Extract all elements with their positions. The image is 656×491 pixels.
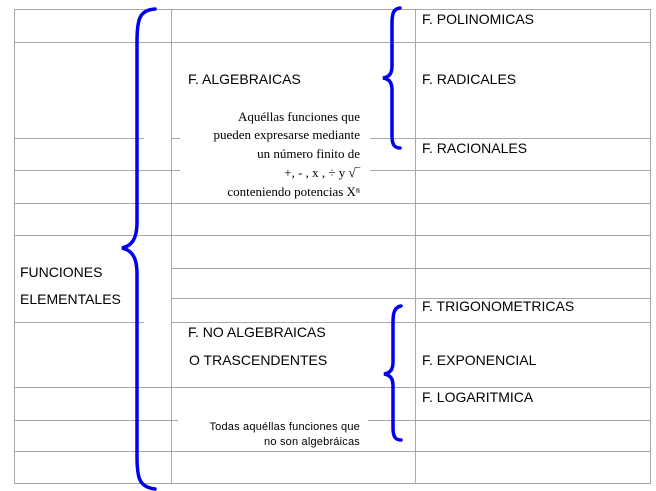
type-logaritmica: F. LOGARITMICA: [422, 389, 534, 405]
algebraicas-desc-4: +, - , x , ÷ y √‾: [284, 165, 360, 180]
algebraicas-desc-3: un número finito de: [257, 146, 360, 161]
algebraicas-title: F. ALGEBRAICAS: [188, 71, 301, 87]
no-algebraicas-title-line2: O TRASCENDENTES: [189, 352, 328, 368]
algebraicas-desc-2: pueden expresarse mediante: [213, 127, 360, 142]
no-algebraicas-desc-1: Todas aquéllas funciones que: [209, 421, 360, 433]
type-polinomicas: F. POLINOMICAS: [422, 11, 535, 27]
type-trigonometricas: F. TRIGONOMETRICAS: [422, 298, 575, 314]
main-brace: [122, 9, 155, 489]
root-label-line1: FUNCIONES: [20, 264, 103, 280]
no-algebraicas-brace: [384, 306, 401, 440]
algebraicas-desc-1: Aquéllas funciones que: [237, 109, 360, 124]
type-exponencial: F. EXPONENCIAL: [422, 352, 537, 368]
root-label-line2: ELEMENTALES: [20, 291, 121, 307]
no-algebraicas-title-line1: F. NO ALGEBRAICAS: [188, 324, 326, 340]
type-racionales: F. RACIONALES: [422, 140, 528, 156]
type-radicales: F. RADICALES: [422, 71, 517, 87]
algebraicas-desc-5: conteniendo potencias Xⁿ: [227, 184, 360, 199]
algebraicas-brace: [383, 8, 400, 148]
no-algebraicas-desc-2: no son algebráicas: [264, 436, 360, 448]
